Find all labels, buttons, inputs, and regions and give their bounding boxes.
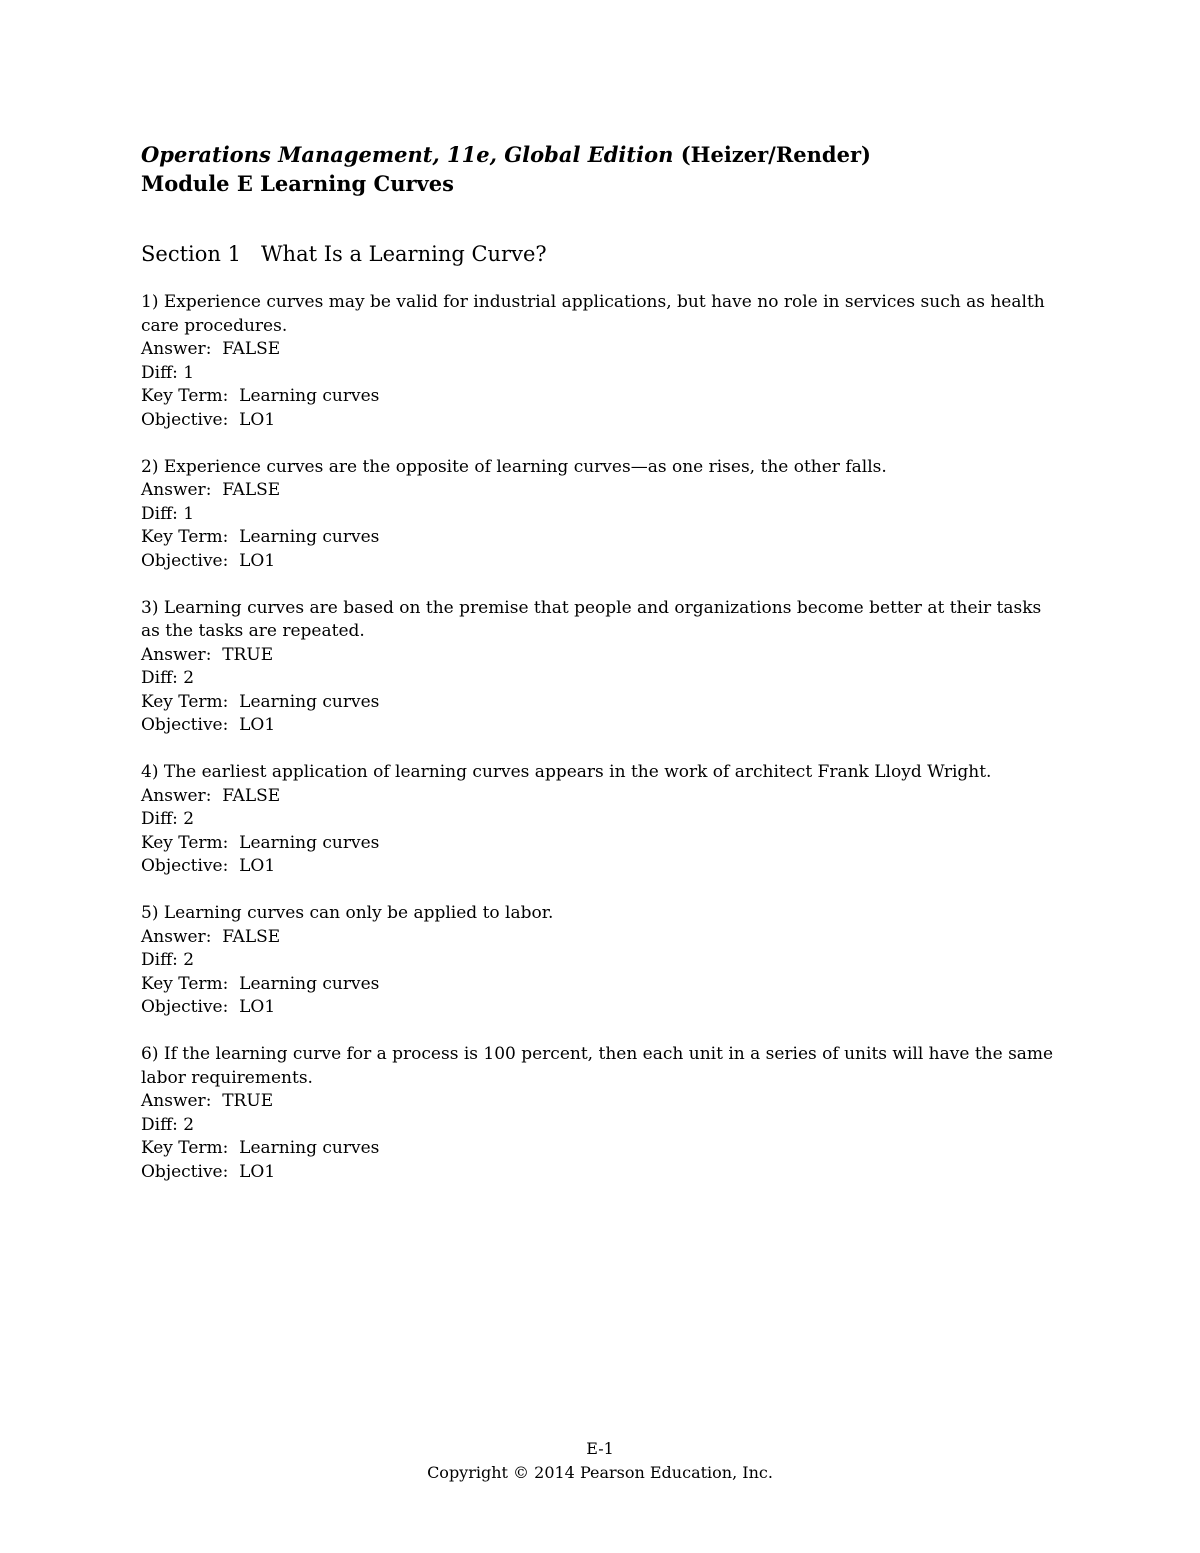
- document-title: [141, 140, 1061, 169]
- module-title: Module E Learning Curves: [141, 171, 454, 196]
- question-key-term: Key Term: Learning curves: [141, 386, 380, 406]
- question-item: [141, 761, 1061, 879]
- book-title: Operations Management, 11e, Global Edition: [141, 142, 674, 167]
- question-objective: Objective: LO1: [141, 409, 276, 430]
- question-key-term: Key Term: Learning curves: [141, 1138, 380, 1158]
- question-objective: Objective: LO1: [141, 856, 276, 876]
- question-key-term: Key Term: Learning curves: [141, 832, 380, 853]
- book-authors: (Heizer/Render): [680, 142, 871, 167]
- question-text: 3) Learning curves are based on the premise that people and organizations become better at their tasks as the tasks are repeated.: [141, 597, 1042, 641]
- question-key-term: Key Term: Learning curves: [141, 691, 380, 712]
- document-page: [141, 140, 1061, 1208]
- question-text: 4) The earliest application of learning curves appears in the work of architect Frank Lloyd Wright.: [141, 762, 992, 782]
- question-text: 2) Experience curves are the opposite of learning curves—as one rises, the other falls.: [141, 456, 887, 477]
- question-difficulty: Diff: 1: [141, 503, 195, 524]
- copyright-notice: Copyright © 2014 Pearson Education, Inc.: [427, 1463, 773, 1482]
- question-text: 5) Learning curves can only be applied to labor.: [141, 903, 554, 923]
- question-item: [141, 902, 1061, 1020]
- question-difficulty: Diff: 2: [141, 668, 195, 688]
- question-answer: Answer: FALSE: [141, 480, 281, 500]
- question-objective: Objective: LO1: [141, 997, 276, 1017]
- question-objective: Objective: LO1: [141, 1161, 276, 1182]
- question-objective: Objective: LO1: [141, 550, 276, 571]
- question-key-term: Key Term: Learning curves: [141, 527, 380, 547]
- question-item: [141, 456, 1061, 574]
- question-item: [141, 597, 1061, 738]
- question-text: 6) If the learning curve for a process is 100 percent, then each unit in a series of units will have the same labor requirements.: [141, 1044, 1054, 1088]
- section-heading: Section 1 What Is a Learning Curve?: [141, 242, 547, 266]
- question-item: [141, 1043, 1061, 1184]
- question-answer: Answer: FALSE: [141, 926, 281, 947]
- question-difficulty: Diff: 2: [141, 950, 195, 970]
- question-objective: Objective: LO1: [141, 715, 276, 735]
- page-number: E-1: [586, 1439, 614, 1458]
- question-item: [141, 291, 1061, 432]
- question-answer: Answer: TRUE: [141, 1091, 274, 1111]
- question-difficulty: Diff: 2: [141, 809, 195, 829]
- question-answer: Answer: FALSE: [141, 785, 281, 806]
- question-difficulty: Diff: 1: [141, 362, 195, 383]
- question-difficulty: Diff: 2: [141, 1114, 195, 1135]
- question-text: 1) Experience curves may be valid for industrial applications, but have no role in services such as health care procedures.: [141, 292, 1045, 336]
- question-key-term: Key Term: Learning curves: [141, 973, 380, 994]
- question-answer: Answer: TRUE: [141, 644, 274, 665]
- question-answer: Answer: FALSE: [141, 339, 281, 359]
